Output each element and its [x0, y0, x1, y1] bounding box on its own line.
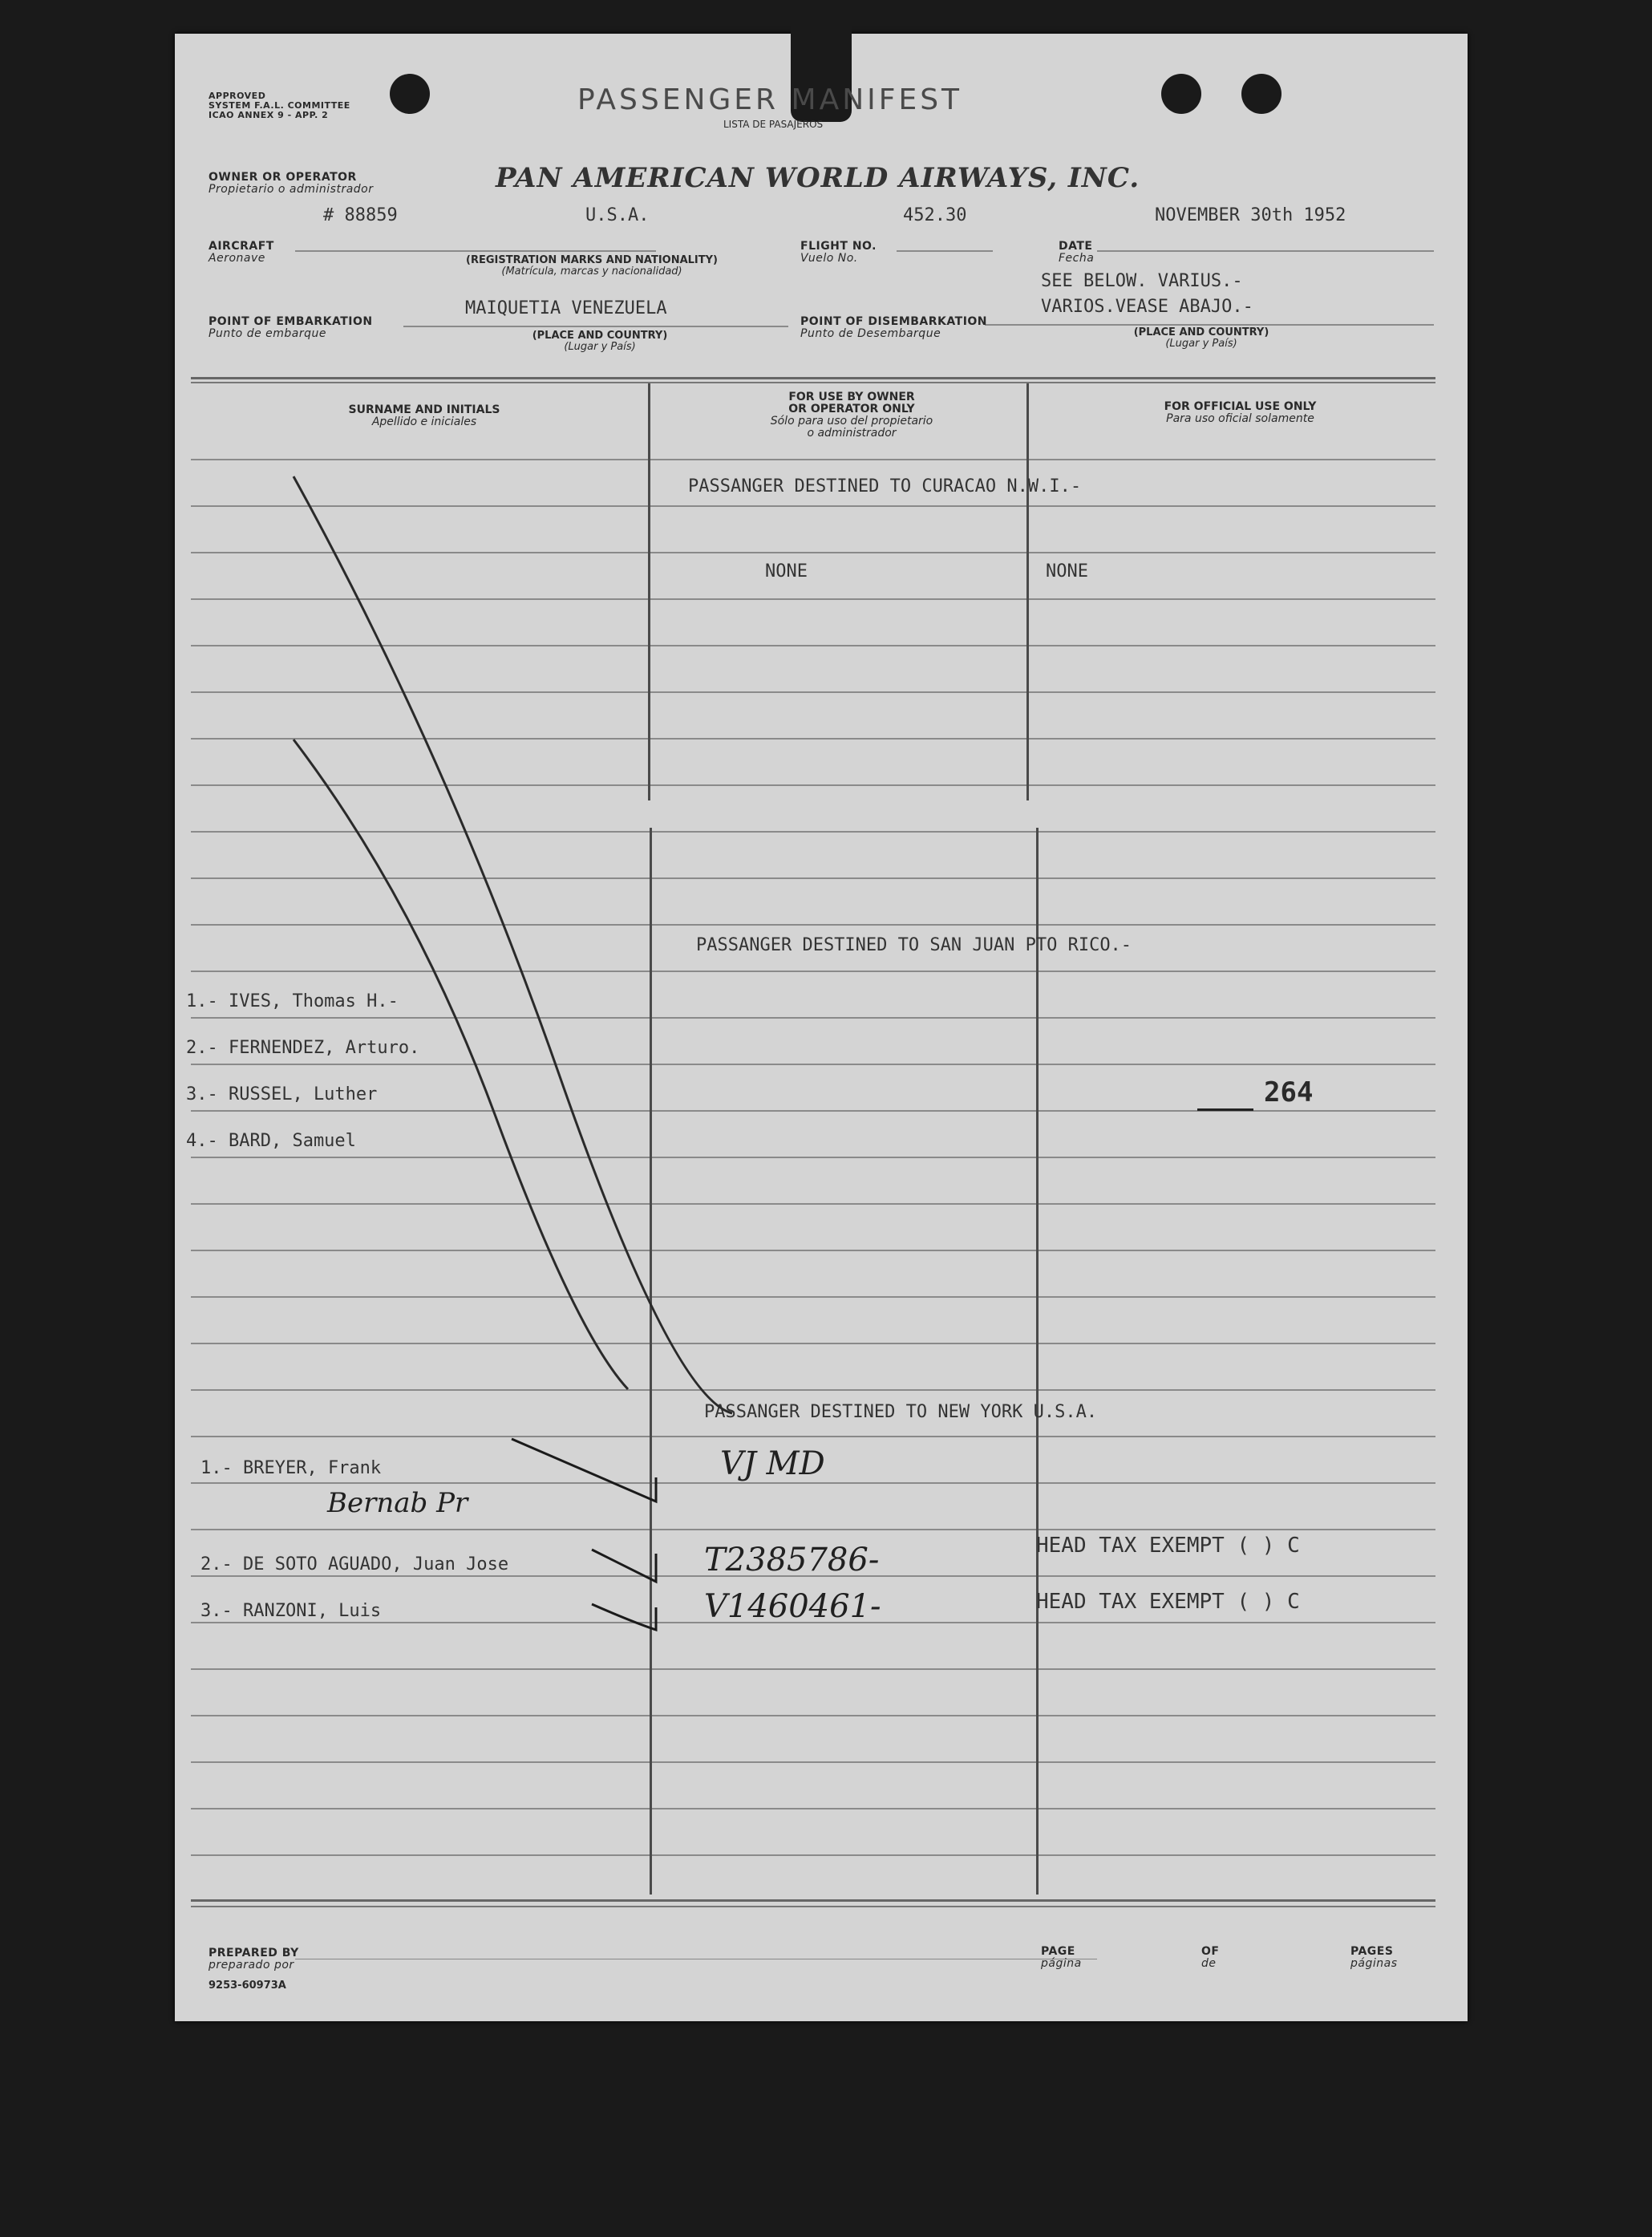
date-label-es: Fecha [1059, 252, 1095, 265]
of-label-es: de [1201, 1957, 1217, 1970]
page-label-en: PAGE [1041, 1945, 1075, 1958]
passenger-row: 1.- IVES, Thomas H.- [186, 991, 399, 1011]
approval-line: APPROVED [209, 91, 266, 101]
check-mark [592, 1550, 656, 1582]
col3-en: FOR OFFICIAL USE ONLY [1164, 400, 1317, 413]
disembark-label-en: POINT OF DISEMBARKATION [800, 315, 988, 328]
embark-label-es: Punto de embarque [209, 327, 326, 340]
registration-caption-es: (Matrícula, marcas y nacionalidad) [501, 265, 682, 278]
col1-es: Apellido e iniciales [371, 415, 477, 428]
disembark-value-2: VARIOS.VEASE ABAJO.- [1041, 297, 1253, 317]
owner-label-es: Propietario o administrador [209, 183, 374, 196]
disembark-label-es: Punto de Desembarque [800, 327, 941, 340]
handwritten-note: VJ MD [720, 1445, 825, 1482]
date-value: NOVEMBER 30th 1952 [1155, 205, 1346, 225]
embark-value: MAIQUETIA VENEZUELA [465, 298, 667, 318]
col2-line: FOR USE BY OWNER [788, 391, 915, 403]
official-note: HEAD TAX EXEMPT ( ) C [1036, 1534, 1300, 1558]
of-label-en: OF [1201, 1945, 1220, 1958]
approval-line: ICAO ANNEX 9 - APP. 2 [209, 110, 329, 120]
col3-es: Para uso oficial solamente [1166, 412, 1314, 425]
place-caption-en: (PLACE AND COUNTRY) [532, 330, 668, 342]
registration-caption-en: (REGISTRATION MARKS AND NATIONALITY) [466, 254, 718, 266]
form-title-es: LISTA DE PASAJEROS [723, 119, 824, 130]
passenger-row: 1.- BREYER, Frank [200, 1458, 382, 1478]
place-caption-es: (Lugar y País) [1165, 338, 1237, 350]
flight-label-es: Vuelo No. [800, 252, 858, 265]
col2-line: Sólo para uso del propietario [770, 415, 933, 428]
handwritten-note: T2385786- [704, 1542, 880, 1578]
page-label-es: página [1041, 1957, 1082, 1970]
col1-en: SURNAME AND INITIALS [348, 403, 500, 416]
check-mark [512, 1439, 656, 1501]
owner-value: PAN AMERICAN WORLD AIRWAYS, INC. [496, 162, 1140, 194]
approval-line: SYSTEM F.A.L. COMMITTEE [209, 100, 350, 111]
section-san-juan: PASSANGER DESTINED TO SAN JUAN PTO RICO.- [696, 935, 1132, 955]
nationality-value: U.S.A. [585, 205, 650, 225]
aircraft-label-en: AIRCRAFT [209, 240, 274, 253]
passenger-row: 3.- RUSSEL, Luther [186, 1084, 378, 1104]
handwritten-signature: Bernab Pr [327, 1487, 468, 1519]
aircraft-value: # 88859 [323, 205, 398, 225]
flight-value: 452.30 [903, 205, 967, 225]
passenger-row: 4.- BARD, Samuel [186, 1131, 356, 1151]
pencil-marks [175, 34, 1468, 2021]
pencil-line [294, 740, 628, 1389]
section-new-york: PASSANGER DESTINED TO NEW YORK U.S.A. [704, 1402, 1098, 1422]
official-number: 264 [1264, 1076, 1314, 1108]
curacao-none-owner: NONE [765, 561, 808, 582]
date-label-en: DATE [1059, 240, 1093, 253]
passenger-row: 2.- FERNENDEZ, Arturo. [186, 1038, 420, 1058]
pages-label-en: PAGES [1350, 1945, 1394, 1958]
section-curacao: PASSANGER DESTINED TO CURACAO N.W.I.- [688, 476, 1082, 496]
prepared-by-en: PREPARED BY [209, 1947, 299, 1959]
pages-label-es: páginas [1350, 1957, 1398, 1970]
passenger-row: 3.- RANZONI, Luis [200, 1601, 382, 1621]
handwritten-note: V1460461- [704, 1588, 881, 1625]
owner-label-en: OWNER OR OPERATOR [209, 171, 357, 184]
col2-line: o administrador [807, 427, 897, 440]
col2-line: OR OPERATOR ONLY [788, 403, 915, 415]
official-note: HEAD TAX EXEMPT ( ) C [1036, 1590, 1300, 1614]
pencil-line [294, 476, 732, 1413]
prepared-by-es: preparado por [209, 1959, 294, 1972]
form-number: 9253-60973A [209, 1980, 286, 1992]
manifest-sheet [175, 34, 1468, 2021]
place-caption-en: (PLACE AND COUNTRY) [1133, 326, 1269, 338]
check-mark [592, 1604, 656, 1630]
embark-label-en: POINT OF EMBARKATION [209, 315, 373, 328]
passenger-row: 2.- DE SOTO AGUADO, Juan Jose [200, 1554, 509, 1574]
place-caption-es: (Lugar y País) [564, 341, 636, 353]
curacao-none-official: NONE [1046, 561, 1088, 582]
form-title: PASSENGER MANIFEST [577, 83, 963, 116]
disembark-value-1: SEE BELOW. VARIUS.- [1041, 271, 1243, 291]
flight-label-en: FLIGHT NO. [800, 240, 877, 253]
aircraft-label-es: Aeronave [209, 252, 265, 265]
